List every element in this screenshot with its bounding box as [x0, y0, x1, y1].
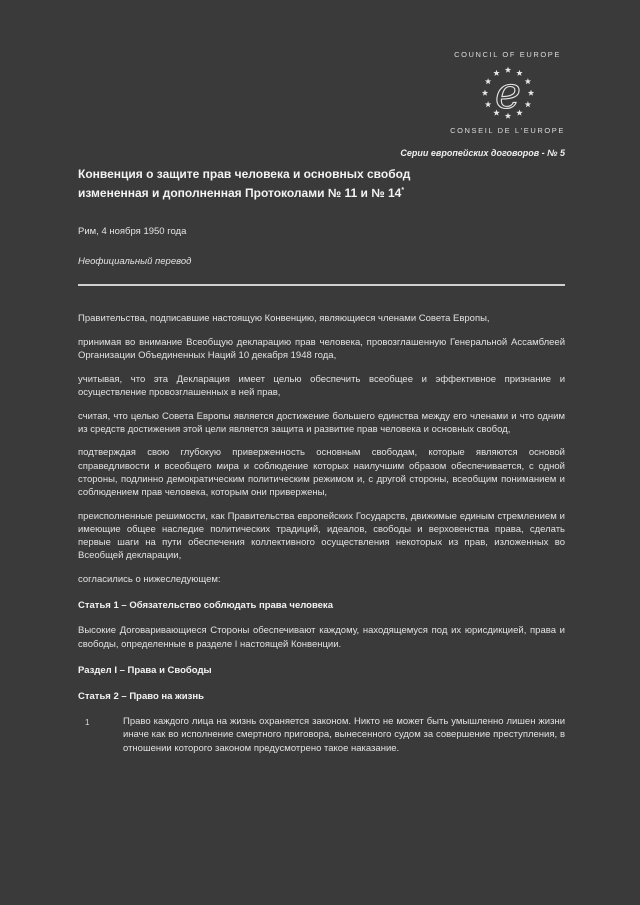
preamble-paragraph: преисполненные решимости, как Правительства европейских Государств, движимые единым стремлением и имеющие общее наследие политических традиций, идеалов, свободы и верховенства права, сделать первые шаги на пути обеспечения коллективного осуществления некоторых из прав, изложенных во Всеобщей декларации, — [78, 510, 565, 562]
treaty-series-label: Серии европейских договоров - № 5 — [400, 148, 565, 158]
preamble-paragraph: Правительства, подписавшие настоящую Конвенцию, являющиеся членами Совета Европы, — [78, 313, 490, 324]
translation-note: Неофициальный перевод — [78, 256, 192, 267]
preamble-paragraph: принимая во внимание Всеобщую декларацию прав человека, провозглашенную Генеральной Ассамблеей Организации Объединенных Наций 10 декабря 1948 года, — [78, 336, 565, 361]
preamble-paragraph: подтверждая свою глубокую приверженность основным свободам, которые являются основой справедливости и всеобщего мира и соблюдение которых наилучшим образом обеспечивается, с одной стороны, подлинно демократическим политическим режимом и, с другой стороны, всеобщим пониманием и соблюдением прав человека, которым они привержены, — [78, 447, 565, 499]
article-1-text: Высокие Договаривающиеся Стороны обеспечивают каждому, находящемуся под их юрисдикцией, права и свободы, определенные в разделе I настоящей Конвенции. — [78, 625, 565, 650]
page-header — [78, 50, 565, 158]
place-and-date: Рим, 4 ноября 1950 года — [78, 226, 187, 237]
article-2-item-1 — [85, 715, 565, 755]
footnote-marker: * — [401, 186, 405, 194]
section-1-heading: Раздел I – Права и Свободы — [78, 664, 212, 676]
logo-caption-top: COUNCIL OF EUROPE — [454, 50, 561, 59]
preamble-paragraph: согласились о нижеследующем: — [78, 574, 221, 586]
item-text: Право каждого лица на жизнь охраняется законом. Никто не может быть умышленно лишен жизни иначе как во исполнение смертного приговора, вынесенного судом за совершение преступления, в отношении которого законом предусмотрено такое наказание. — [123, 716, 565, 754]
header-divider — [78, 284, 565, 286]
preamble-paragraph: учитывая, что эта Декларация имеет целью обеспечить всеобщее и эффективное признание и осуществление провозглашенных в ней прав, — [78, 373, 565, 398]
item-number: 1 — [85, 718, 90, 728]
article-2-heading: Статья 2 – Право на жизнь — [78, 691, 204, 703]
document-title — [78, 167, 565, 201]
document-title-line1: Конвенция о защите прав человека и основных свобод — [78, 167, 411, 181]
document-body — [78, 312, 565, 755]
article-1-heading: Статья 1 – Обязательство соблюдать права человека — [78, 600, 333, 612]
document-title-line2: измененная и дополненная Протоколами № 11 и № 14 — [78, 185, 402, 200]
council-of-europe-emblem-icon — [460, 63, 556, 123]
preamble-paragraph: считая, что целью Совета Европы является достижение большего единства между его членами и что одним из средств достижения этой цели является защита и развитие прав человека и основных свобод, — [78, 410, 565, 435]
logo-caption-bottom: CONSEIL DE L'EUROPE — [450, 126, 565, 135]
stylized-e-icon: e — [494, 68, 521, 119]
council-of-europe-logo — [450, 50, 565, 135]
